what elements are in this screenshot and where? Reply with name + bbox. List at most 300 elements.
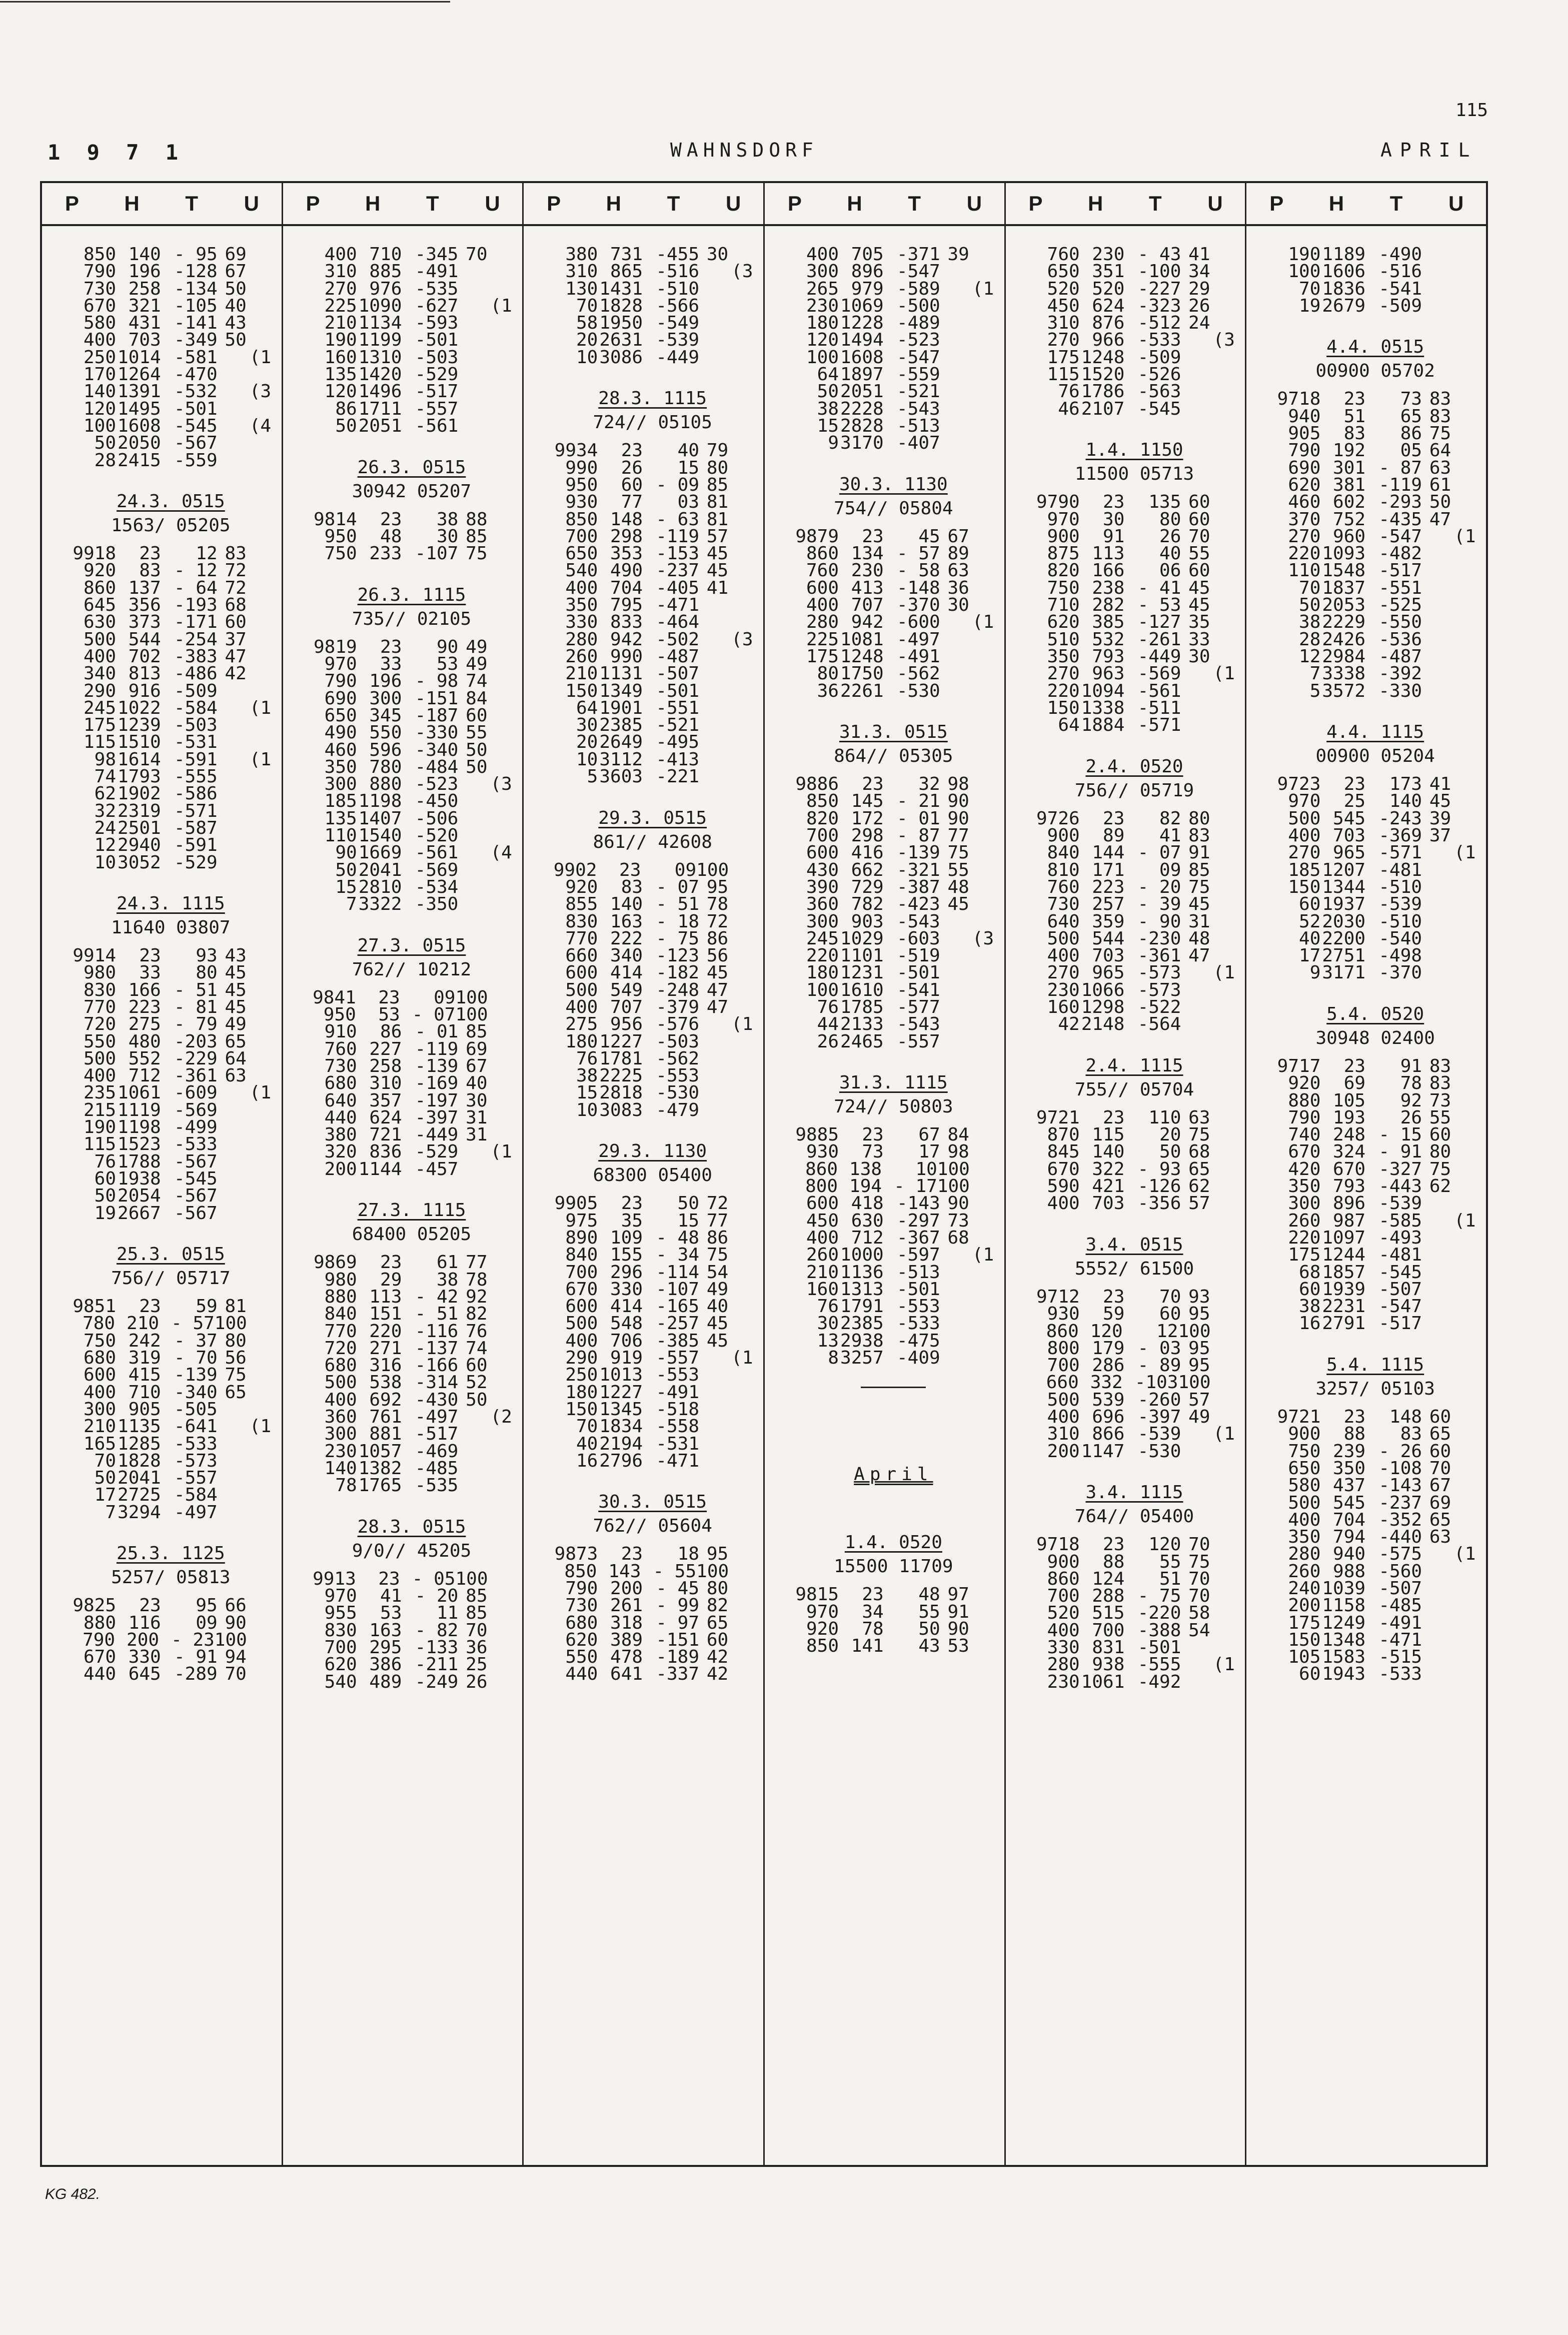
cell-u: [1422, 1580, 1451, 1597]
table-row: [1031, 1656, 1238, 1673]
cell-h: 813: [128, 663, 161, 684]
table-row: [1271, 1195, 1479, 1212]
table-row: [1031, 545, 1238, 562]
cell-u: [1422, 964, 1451, 981]
cell-t: -559: [174, 450, 218, 471]
cell-u: [699, 768, 728, 785]
cell-u: [1181, 366, 1210, 383]
cell-h: 703: [128, 330, 161, 351]
cell-h: 731: [610, 244, 643, 265]
cell-p: 10: [576, 749, 598, 770]
table-row: [308, 528, 516, 545]
table-row: [1031, 648, 1238, 665]
sounding-date-time: 31.3. 0515: [839, 722, 948, 743]
cell-p: 76: [817, 1296, 839, 1317]
cell-h: 1298: [1081, 996, 1125, 1017]
cell-p: 200: [1288, 1595, 1321, 1616]
cell-u: 45: [706, 1330, 729, 1351]
cell-u: 94: [225, 1647, 247, 1668]
cell-p: 620: [324, 1654, 357, 1675]
cell-u: 72: [706, 911, 729, 932]
cell-t: - 87: [897, 825, 940, 846]
cell-p: 955: [324, 1603, 357, 1624]
cell-u: [218, 1453, 247, 1470]
cell-u: 45: [225, 996, 247, 1017]
cell-t: 90: [437, 636, 459, 657]
table-row: [1031, 577, 1238, 598]
cell-p: 17: [1299, 945, 1321, 966]
table-row: [790, 631, 997, 648]
cell-p: 170: [83, 364, 117, 385]
table-row: [790, 648, 997, 665]
cell-u: [940, 1350, 969, 1367]
cell-f: [969, 631, 997, 648]
cell-f: [728, 1281, 756, 1298]
cell-h: 2828: [840, 415, 884, 436]
cell-u: 40: [466, 1073, 488, 1094]
table-row: [1271, 1629, 1479, 1650]
cell-p: 38: [1299, 1296, 1321, 1317]
cell-t: -503: [174, 715, 218, 736]
cell-h: 86: [380, 1021, 402, 1042]
table-row: [1271, 1298, 1479, 1315]
cell-h: 1495: [118, 398, 161, 419]
cell-h: 1093: [1322, 543, 1366, 564]
cell-t: - 18: [656, 911, 700, 932]
cell-h: 703: [1333, 825, 1366, 846]
cell-u: [458, 1460, 487, 1477]
sounding-date-time: 24.3. 1115: [116, 893, 225, 914]
cell-u: 65: [1429, 1509, 1451, 1530]
cell-t: -497: [897, 629, 940, 650]
cell-u: [699, 665, 728, 682]
cell-f: [488, 1674, 516, 1691]
cell-p: 10: [94, 852, 117, 873]
cell-u: [1422, 896, 1451, 913]
cell-u: [940, 263, 969, 280]
cell-p: 9841: [313, 987, 356, 1008]
cell-h: 896: [851, 261, 884, 282]
cell-h: 351: [1092, 261, 1125, 282]
cell-u: 30: [947, 595, 969, 616]
table-row: [1271, 1315, 1479, 1332]
table-row: [308, 1671, 516, 1692]
cell-f: [247, 1315, 275, 1332]
cell-f: [728, 648, 756, 665]
table-row: [549, 1195, 756, 1212]
cell-p: 250: [565, 1365, 598, 1386]
cell-p: 500: [565, 979, 598, 1000]
cell-h: 896: [1333, 1193, 1366, 1214]
table-row: [1271, 577, 1479, 598]
cell-p: 7: [105, 1502, 117, 1523]
cell-h: 990: [610, 646, 643, 667]
cell-t: 148: [1389, 1407, 1422, 1428]
cell-f: [247, 785, 275, 802]
cell-u: 26: [1188, 295, 1210, 316]
table-row: [549, 1099, 756, 1120]
table-row: [790, 1638, 997, 1655]
cell-f: [969, 1033, 997, 1050]
cell-t: -139: [897, 842, 940, 863]
cell-p: 185: [324, 791, 357, 812]
table-row: [67, 1084, 275, 1101]
table-row: [67, 1188, 275, 1205]
cell-f: [1451, 1298, 1479, 1315]
cell-u: 86: [706, 928, 729, 949]
cell-t: -470: [174, 364, 218, 385]
table-row: [549, 631, 756, 648]
table-column: [42, 183, 283, 2165]
cell-f: [1210, 913, 1238, 930]
cell-u: [1422, 862, 1451, 879]
cell-h: 26: [621, 457, 643, 478]
table-row: [1031, 246, 1238, 263]
cell-p: 310: [1047, 313, 1080, 334]
cell-h: 2107: [1081, 398, 1125, 419]
cell-f: [1210, 1109, 1238, 1126]
cell-f: (1: [1213, 962, 1235, 983]
cell-p: 500: [1047, 928, 1080, 949]
column-header-label: U: [966, 192, 982, 215]
cell-h: 373: [128, 612, 161, 633]
cell-u: 24: [1188, 313, 1210, 334]
table-row: [790, 383, 997, 400]
cell-u: 78: [466, 1269, 488, 1290]
cell-h: 1135: [118, 1416, 161, 1437]
cell-f: [1451, 545, 1479, 562]
cell-h: 966: [1092, 330, 1125, 351]
cell-p: 920: [565, 876, 598, 897]
cell-f: [488, 511, 516, 528]
spacer: [790, 452, 997, 469]
cell-t: -561: [1137, 680, 1181, 701]
cell-u: 30: [466, 1090, 488, 1111]
cell-h: 23: [378, 1568, 400, 1589]
cell-u: [699, 1367, 728, 1384]
cell-h: 831: [1092, 1637, 1125, 1658]
cell-u: [940, 964, 969, 981]
cell-p: 270: [1288, 526, 1321, 547]
cell-t: -541: [1378, 278, 1422, 299]
cell-f: [1451, 1477, 1479, 1494]
cell-u: 81: [225, 1296, 247, 1317]
cell-f: [1451, 1632, 1479, 1649]
cell-h: 1248: [840, 646, 884, 667]
cell-u: [940, 401, 969, 418]
cell-h: 48: [380, 526, 402, 547]
cell-t: - 20: [1137, 876, 1181, 897]
cell-p: 860: [805, 1158, 838, 1180]
cell-h: 539: [1092, 1389, 1125, 1410]
cell-t: -507: [1378, 1578, 1422, 1599]
cell-p: 400: [324, 1389, 357, 1410]
cell-h: 710: [369, 244, 402, 265]
cell-u: [1181, 964, 1210, 981]
cell-t: 48: [918, 1584, 940, 1605]
cell-h: 712: [128, 1065, 161, 1086]
cell-p: 12: [1299, 646, 1321, 667]
cell-t: -114: [656, 1262, 700, 1283]
cell-p: 9902: [553, 859, 597, 880]
cell-p: 105: [1288, 1647, 1321, 1668]
cell-u: [218, 700, 247, 717]
cell-t: -492: [1137, 1671, 1181, 1692]
cell-h: 1614: [118, 749, 161, 770]
cell-h: 1119: [118, 1099, 161, 1120]
cell-p: 240: [1288, 1578, 1321, 1599]
table-row: [549, 697, 756, 718]
table-row: [549, 528, 756, 545]
cell-p: 830: [83, 979, 117, 1000]
cell-p: 970: [324, 1586, 357, 1607]
cell-p: 500: [1288, 808, 1321, 829]
table-row: [790, 1601, 997, 1622]
cell-p: 975: [565, 1210, 598, 1231]
cell-u: 52: [466, 1372, 488, 1393]
cell-t: -105: [174, 295, 218, 316]
cell-f: (1: [1454, 842, 1476, 863]
cell-h: 940: [1333, 1544, 1366, 1565]
cell-t: -449: [415, 1124, 459, 1145]
sounding-code: 735// 02105: [352, 608, 472, 629]
cell-p: 820: [1047, 560, 1080, 581]
cell-t: -533: [897, 1313, 940, 1334]
table-row: [308, 1286, 516, 1307]
table-row: [308, 876, 516, 897]
cell-f: [1210, 1306, 1238, 1323]
table-row: [1031, 996, 1238, 1017]
column-header-label: T: [1149, 192, 1162, 215]
cell-f: (3: [731, 629, 753, 650]
cell-f: [728, 1333, 756, 1350]
cell-u: [699, 332, 728, 349]
cell-f: [1210, 896, 1238, 913]
cell-p: 120: [324, 381, 357, 402]
table-row: [308, 1426, 516, 1443]
cell-t: - 15: [1378, 1124, 1422, 1145]
cell-u: 91: [947, 1601, 969, 1622]
cell-f: [728, 494, 756, 511]
table-row: [308, 1323, 516, 1340]
cell-p: 645: [83, 595, 117, 616]
cell-t: -345: [415, 244, 459, 265]
cell-t: -491: [897, 646, 940, 667]
table-row: [790, 1618, 997, 1639]
table-row: [308, 1269, 516, 1290]
spacer: [1271, 1333, 1479, 1350]
cell-f: [247, 1171, 275, 1188]
cell-f: [247, 1033, 275, 1050]
cell-u: 40: [225, 295, 247, 316]
cell-h: 69: [1343, 1073, 1366, 1094]
cell-t: -487: [656, 646, 700, 667]
cell-f: [247, 768, 275, 785]
cell-f: [1210, 947, 1238, 964]
table-row: [308, 827, 516, 844]
cell-f: [247, 683, 275, 700]
cell-f: [969, 683, 997, 700]
table-row: [1271, 1109, 1479, 1126]
cell-p: 400: [565, 1330, 598, 1351]
cell-f: [1451, 1178, 1479, 1195]
cell-h: 78: [862, 1618, 884, 1639]
cell-p: 210: [83, 1416, 117, 1437]
cell-t: -557: [415, 398, 459, 419]
cell-f: [728, 700, 756, 717]
cell-f: [729, 1563, 756, 1580]
table-row: [549, 1546, 756, 1563]
cell-f: [969, 332, 997, 349]
cell-f: [488, 1306, 516, 1323]
cell-u: [940, 648, 969, 665]
cell-p: 100: [1288, 261, 1321, 282]
cell-t: -330: [415, 722, 459, 743]
cell-p: 10: [576, 1099, 598, 1120]
cell-u: [1181, 383, 1210, 400]
cell-t: -435: [1378, 509, 1422, 530]
table-row: [308, 636, 516, 657]
cell-f: [488, 1460, 516, 1477]
cell-u: [1422, 1195, 1451, 1212]
cell-p: 64: [1058, 715, 1080, 736]
cell-f: [969, 401, 997, 418]
cell-h: 545: [1333, 1492, 1366, 1513]
cell-p: 360: [324, 1407, 357, 1428]
cell-h: 2200: [1322, 928, 1366, 949]
cell-f: [247, 246, 275, 263]
cell-f: [1451, 913, 1479, 930]
cell-h: 478: [610, 1647, 643, 1668]
cell-f: [1451, 1580, 1479, 1597]
cell-h: 2225: [599, 1065, 643, 1086]
table-row: [1271, 614, 1479, 631]
header-month: APRIL: [1380, 139, 1478, 161]
cell-t: -559: [897, 364, 940, 385]
cell-u: [218, 1119, 247, 1136]
table-row: [67, 545, 275, 562]
cell-t: -591: [174, 835, 218, 856]
cell-f: [1451, 425, 1479, 442]
cell-u: [458, 1409, 487, 1426]
cell-f: [969, 844, 997, 861]
cell-u: 50: [225, 278, 247, 299]
cell-f: [1451, 442, 1479, 459]
table-row: [790, 876, 997, 897]
cell-t: -405: [656, 577, 700, 598]
table-row: [790, 1264, 997, 1281]
cell-p: 310: [324, 261, 357, 282]
cell-t: -371: [897, 244, 940, 265]
cell-u: 45: [1188, 577, 1210, 598]
sounding-date-time: 28.3. 0515: [357, 1516, 466, 1537]
cell-p: 720: [324, 1338, 357, 1359]
cell-t: - 75: [1137, 1586, 1181, 1607]
cell-u: [1422, 281, 1451, 298]
cell-f: [728, 1195, 756, 1212]
cell-f: [728, 734, 756, 751]
cell-u: [940, 1298, 969, 1315]
cell-u: 69: [225, 244, 247, 265]
cell-f: [247, 1401, 275, 1418]
cell-p: 190: [324, 330, 357, 351]
cell-h: 703: [1092, 1193, 1125, 1214]
cell-f: [247, 1188, 275, 1205]
table-row: [790, 827, 997, 844]
cell-u: 57: [706, 526, 729, 547]
cell-h: 316: [369, 1355, 402, 1376]
cell-t: 120: [1148, 1534, 1181, 1555]
cell-h: 942: [610, 629, 643, 650]
cell-u: [940, 913, 969, 930]
cell-t: 50: [1159, 1141, 1181, 1162]
table-row: [67, 1470, 275, 1487]
cell-h: 550: [369, 722, 402, 743]
cell-p: 270: [1047, 330, 1080, 351]
cell-f: [728, 315, 756, 332]
spacer: [790, 1050, 997, 1067]
cell-p: 46: [1058, 398, 1080, 419]
table-row: [549, 665, 756, 682]
cell-f: [247, 837, 275, 854]
cell-t: -547: [897, 347, 940, 368]
cell-t: 12: [196, 543, 218, 564]
table-row: [308, 1075, 516, 1092]
cell-h: 1837: [1322, 577, 1366, 598]
cell-p: 20: [576, 330, 598, 351]
cell-p: 98: [94, 749, 117, 770]
table-row: [1031, 1639, 1238, 1656]
cell-h: 1264: [118, 364, 161, 385]
cell-f: [1210, 1622, 1238, 1639]
cell-h: 23: [862, 526, 884, 547]
cell-f: [728, 1315, 756, 1332]
sounding-code: 724// 50803: [834, 1096, 953, 1117]
table-row: [1271, 1492, 1479, 1513]
cell-u: 90: [947, 808, 969, 829]
table-row: [1031, 844, 1238, 861]
cell-h: 707: [851, 595, 884, 616]
cell-h: 712: [851, 1227, 884, 1248]
table-row: [549, 278, 756, 299]
cell-h: 2791: [1322, 1313, 1366, 1334]
cell-p: 860: [1047, 1568, 1080, 1589]
cell-u: [1422, 1666, 1451, 1683]
cell-u: [699, 1436, 728, 1453]
cell-p: 780: [83, 1313, 116, 1334]
cell-f: [728, 1401, 756, 1418]
cell-u: 45: [1188, 595, 1210, 616]
top-border-line: [0, 1, 450, 3]
table-row: [1031, 876, 1238, 897]
cell-u: 98: [947, 774, 969, 795]
cell-p: 135: [324, 808, 357, 829]
cell-p: 940: [1288, 406, 1321, 427]
spacer: [1031, 734, 1238, 751]
cell-h: 23: [621, 1193, 643, 1214]
cell-h: 310: [369, 1073, 402, 1094]
table-row: [308, 1460, 516, 1477]
cell-u: 89: [947, 543, 969, 564]
cell-u: 58: [1188, 1603, 1210, 1624]
cell-p: 9873: [554, 1544, 598, 1565]
cell-p: 175: [1288, 1245, 1321, 1266]
cell-u: 31: [466, 1107, 488, 1128]
table-row: [549, 1563, 756, 1580]
cell-f: [1451, 1281, 1479, 1298]
cell-p: 20: [576, 732, 598, 753]
cell-u: [458, 1426, 487, 1443]
